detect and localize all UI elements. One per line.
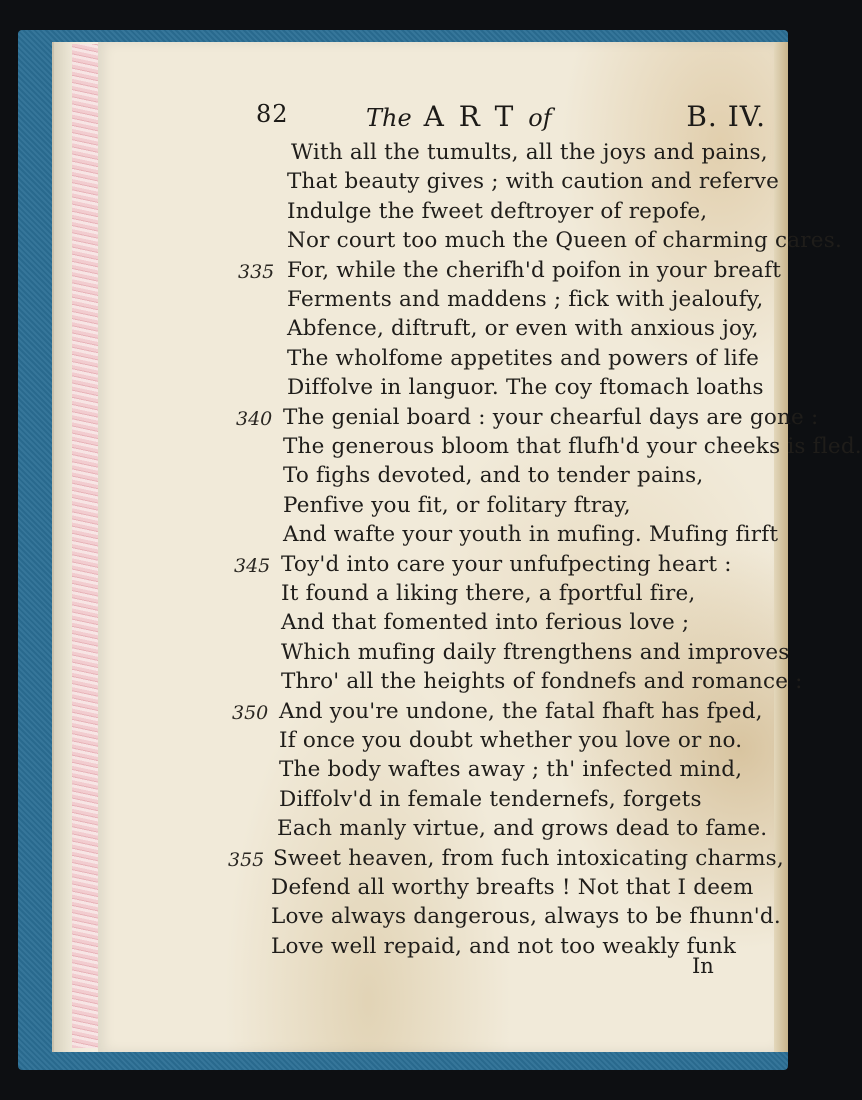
verse-line: It found a liking there, a fportful fire, [281,581,696,606]
line-number: 350 [232,701,269,724]
page-number: 82 [256,100,289,128]
title-the: The [366,104,412,132]
title-main: A R T [423,100,517,133]
verse-line: For, while the cherifh'd poifon in your breaft [287,257,782,283]
book-number: B. IV. [686,100,766,133]
verse-line: And that fomented into ferious love ; [281,610,690,636]
title-of: of [528,104,552,132]
verse-line: Sweet heaven, from fuch intoxicating charms, [273,845,784,871]
verse-line: Nor court too much the Queen of charming cares. [287,228,842,254]
verse-line: The genial board : your chearful days are gone : [283,404,819,430]
verse-line: Love well repaid, and not too weakly funk [271,933,737,959]
verse-line: Ferments and maddens ; fick with jealoufy, [287,287,764,312]
catchword: In [692,954,714,978]
verse-line: Penfive you fit, or folitary ftray, [283,492,631,518]
verse-line: Indulge the fweet deftroyer of repofe, [287,198,708,224]
verse-line: Which mufing daily ftrengthens and improves [281,639,790,665]
line-number: 345 [234,554,271,577]
verse-line: To fighs devoted, and to tender pains, [283,463,704,489]
line-number: 355 [228,848,265,871]
verse-line: Toy'd into care your unfufpecting heart : [281,551,732,577]
verse-line: If once you doubt whether you love or no. [279,728,743,753]
verse-line: That beauty gives ; with caution and referve [287,169,780,195]
verse-line: And wafte your youth in mufing. Mufing firft [283,522,779,548]
verse-line: Abfence, diftruft, or even with anxious joy, [287,316,759,342]
verse-line: And you're undone, the fatal fhaft has fped, [279,698,763,724]
verse-line: Love always dangerous, always to be fhunn'd. [271,904,781,930]
verse-line: Thro' all the heights of fondnefs and romance : [281,669,803,695]
verse-line: Defend all worthy breafts ! Not that I deem [271,875,754,900]
line-number: 335 [238,260,275,283]
verse-line: Each manly virtue, and grows dead to fame. [277,816,768,842]
verse-line: The wholfome appetites and powers of life [287,345,760,371]
verse-line: The body waftes away ; th' infected mind, [279,757,743,783]
verse-line: Diffolv'd in female tendernefs, forgets [279,786,702,812]
verse-line: With all the tumults, all the joys and pains, [291,140,768,165]
verse-line: Diffolve in languor. The coy ftomach loaths [287,375,764,401]
verse-line: The generous bloom that flufh'd your cheeks is fled. [283,434,862,459]
line-number: 340 [236,407,273,430]
